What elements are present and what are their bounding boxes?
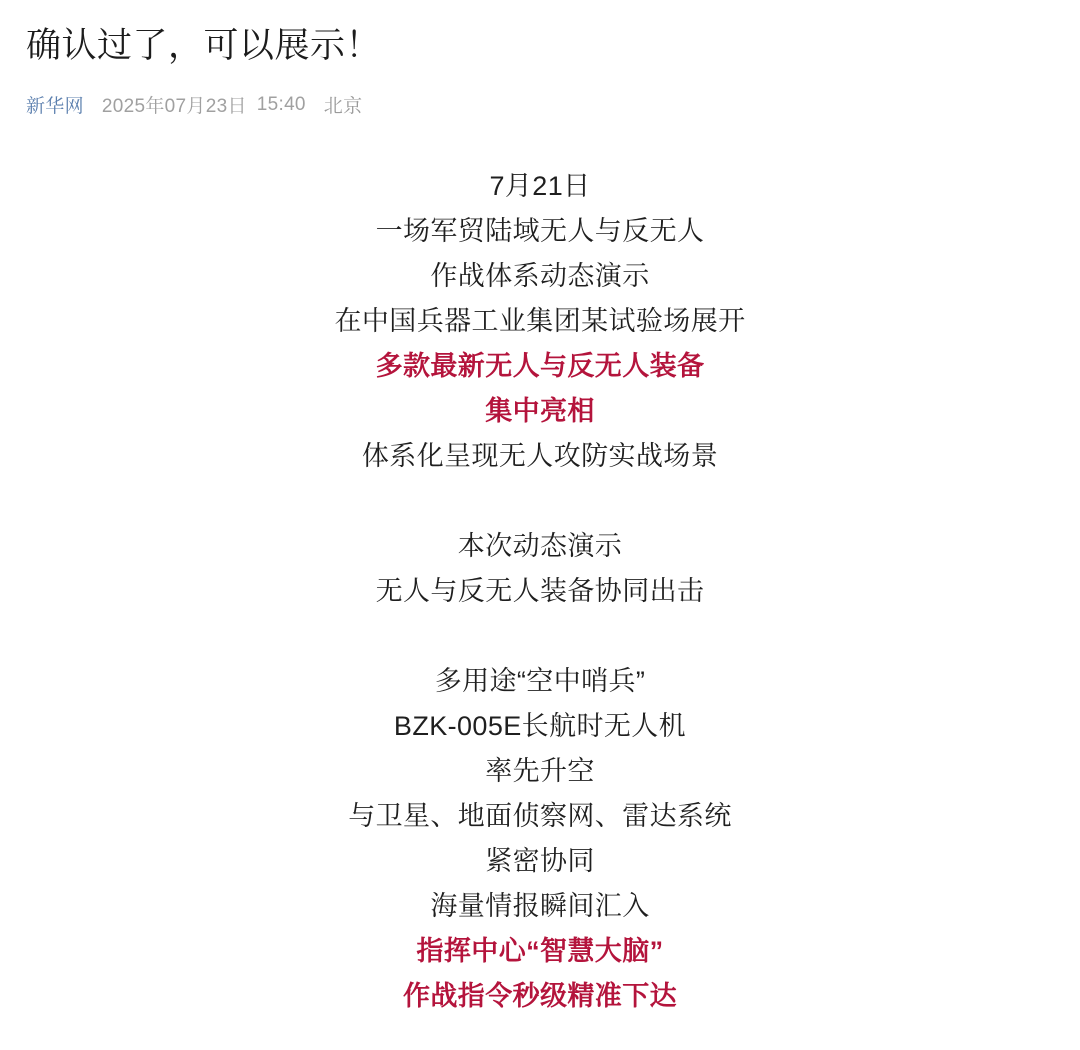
article-line: BZK-005E长航时无人机 (393, 711, 687, 742)
article-line: 一场军贸陆域无人与反无人 (375, 216, 705, 247)
article-line: 率先升空 (485, 756, 595, 787)
article-line: 体系化呈现无人攻防实战场景 (361, 441, 719, 472)
article-line: 无人与反无人装备协同出击 (375, 576, 705, 607)
article-line: 多用途“空中哨兵” (434, 666, 646, 697)
article-line: 7月21日 (489, 171, 591, 202)
article-line-highlight: 多款最新无人与反无人装备 (375, 351, 705, 382)
article-header (0, 0, 1080, 118)
paragraph-spacer (26, 614, 1054, 659)
article-line: 在中国兵器工业集团某试验场展开 (334, 306, 746, 337)
article-line-highlight: 集中亮相 (485, 396, 595, 427)
article-line: 本次动态演示 (457, 531, 623, 562)
article-line: 与卫星、地面侦察网、雷达系统 (348, 801, 732, 832)
article-line: 紧密协同 (485, 846, 595, 877)
paragraph-spacer (26, 479, 1054, 524)
publish-date: 2025年07月23日 (101, 96, 247, 118)
article-line: 海量情报瞬间汇入 (430, 891, 650, 922)
article-line: 作战体系动态演示 (430, 261, 650, 292)
article-meta (26, 91, 1054, 118)
publish-time: 15:40 (256, 93, 306, 115)
article-body (0, 164, 1080, 1049)
source-link[interactable]: 新华网 (26, 96, 84, 118)
page-title: 确认过了，可以展示！ (26, 26, 382, 65)
publish-place: 北京 (323, 96, 363, 118)
article-line-highlight: 指挥中心“智慧大脑” (416, 936, 664, 967)
article-line-highlight: 作战指令秒级精准下达 (403, 981, 677, 1012)
